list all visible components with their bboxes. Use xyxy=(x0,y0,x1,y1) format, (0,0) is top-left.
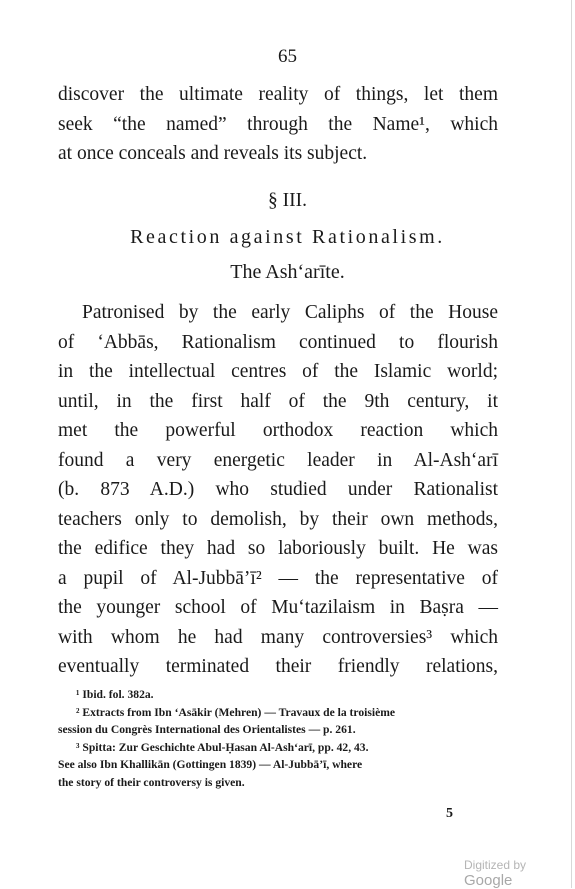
text-line: met the powerful orthodox reaction which xyxy=(58,420,498,441)
page-number: 65 xyxy=(278,46,297,67)
section-title: Reaction against Rationalism. xyxy=(130,226,445,248)
digitized-watermark xyxy=(464,858,575,889)
footnotes xyxy=(58,686,498,792)
paragraph-main xyxy=(58,298,498,682)
paragraph-continuation xyxy=(58,80,498,169)
watermark-prefix: Digitized by xyxy=(464,858,527,872)
text-line: teachers only to demolish, by their own methods, xyxy=(58,508,498,530)
text-line: the edifice they had so laboriously built. He was xyxy=(58,538,498,559)
text-line: (b. 873 A.D.) who studied under Rationalist xyxy=(58,479,498,500)
text-line: with whom he had many controversies³ which xyxy=(58,626,498,648)
footnote-line: ¹ Ibid. fol. 382a. xyxy=(76,688,154,701)
text-line: of ‘Abbās, Rationalism continued to flourish xyxy=(58,331,498,353)
section-number: § III. xyxy=(268,190,307,211)
section-subtitle: The Ash‘arīte. xyxy=(230,261,345,283)
text-line: in the intellectual centres of the Islamic world; xyxy=(58,361,498,382)
footnote-line: session du Congrès International des Orientalistes — p. 261. xyxy=(58,723,356,737)
text-line: until, in the first half of the 9th century, it xyxy=(58,390,498,412)
signature-mark: 5 xyxy=(446,806,453,821)
text-line: at once conceals and reveals its subject. xyxy=(58,143,368,164)
text-line: found a very energetic leader in Al-Ash‘arī xyxy=(58,449,498,471)
text-line: Patronised by the early Caliphs of the House xyxy=(82,302,498,323)
text-line: the younger school of Mu‘tazilaism in Baṣra — xyxy=(58,597,498,618)
text-line: a pupil of Al-Jubbā’ī² — the representative of xyxy=(58,567,498,589)
footnote-line: See also Ibn Khallikān (Gottingen 1839) — Al-Jubbā’ī, where xyxy=(58,758,363,772)
footnote-line: ³ Spitta: Zur Geschichte Abul-Ḥasan Al-Ash‘arī, pp. 42, 43. xyxy=(76,740,369,754)
footnote-line: the story of their controversy is given. xyxy=(58,775,245,789)
google-logo: Google xyxy=(464,872,513,889)
text-line: eventually terminated their friendly relations, xyxy=(58,656,498,677)
footnote-line: ² Extracts from Ibn ‘Asākir (Mehren) — Travaux de la troisième xyxy=(76,705,396,719)
page-edge-line xyxy=(571,0,572,888)
text-line: discover the ultimate reality of things, let them xyxy=(58,84,498,105)
text-line: seek “the named” through the Name¹, which xyxy=(58,113,498,135)
